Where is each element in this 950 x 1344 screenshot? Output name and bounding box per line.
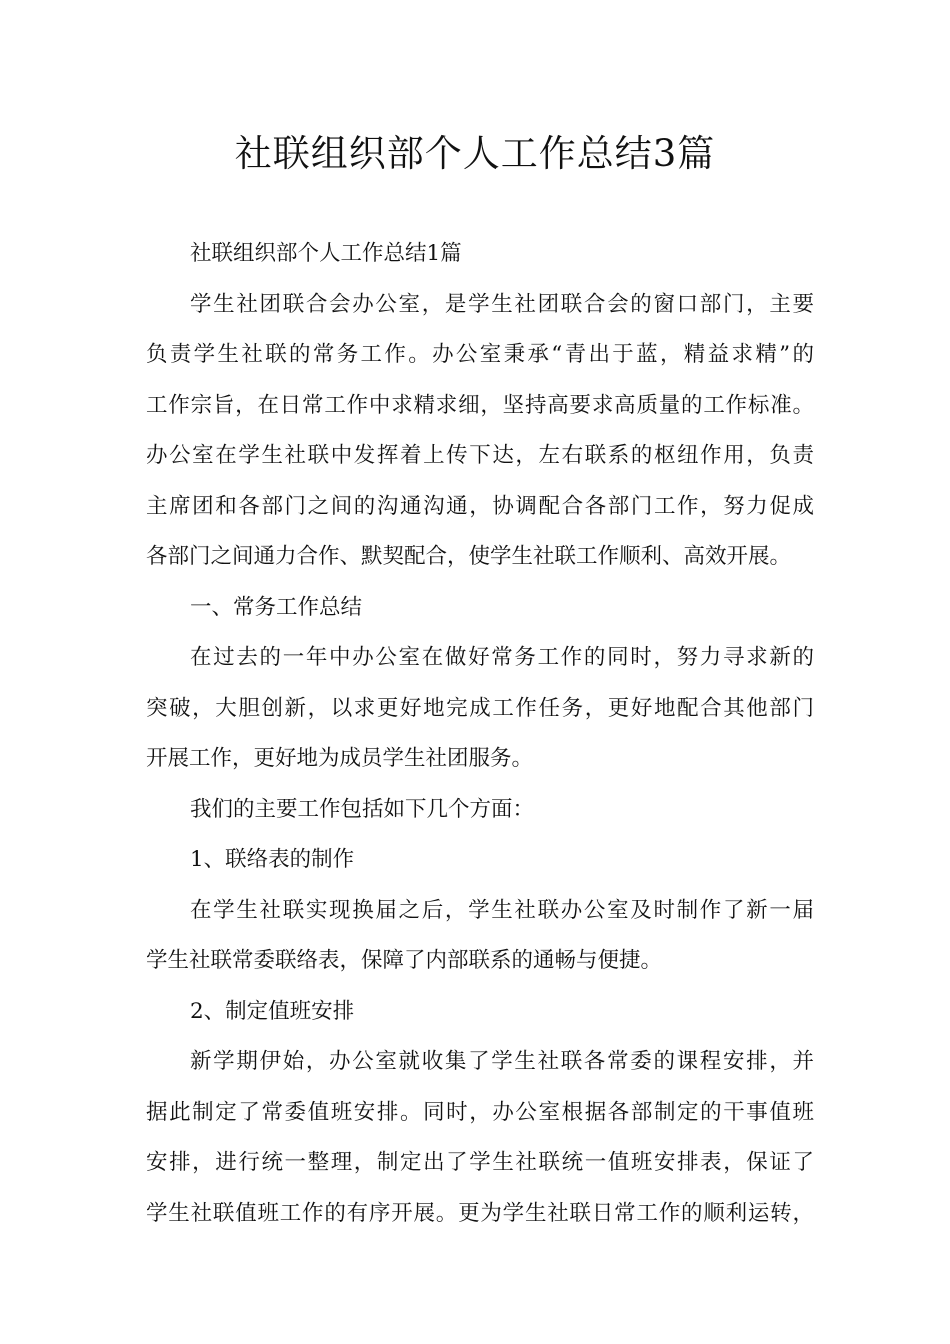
paragraph-line: 在过去的一年中办公室在做好常务工作的同时，努力寻求新的: [190, 645, 814, 670]
paragraph-line: 突破，大胆创新，以求更好地完成工作任务，更好地配合其他部门: [146, 695, 814, 721]
paragraph-line: 新学期伊始，办公室就收集了学生社联各常委的课程安排，并: [190, 1049, 814, 1074]
paragraph-line: 办公室在学生社联中发挥着上传下达，左右联系的枢纽作用，负责: [146, 443, 814, 468]
paragraph-line: 开展工作，更好地为成员学生社团服务。: [146, 746, 534, 771]
section-heading: 2、制定值班安排: [190, 998, 355, 1024]
paragraph-line: 我们的主要工作包括如下几个方面：: [190, 796, 535, 822]
section-heading: 1、联络表的制作: [190, 847, 355, 872]
paragraph-line: 学生社联常委联络表，保障了内部联系的通畅与便捷。: [146, 948, 663, 973]
document-body: [146, 229, 814, 1239]
section-heading: 一、常务工作总结: [190, 594, 363, 620]
paragraph-line: 安排，进行统一整理，制定出了学生社联统一值班安排表，保证了: [146, 1150, 814, 1175]
paragraph-line: 在学生社联实现换届之后，学生社联办公室及时制作了新一届: [190, 897, 814, 923]
paragraph-line: 主席团和各部门之间的沟通沟通，协调配合各部门工作，努力促成: [146, 493, 814, 519]
paragraph-line: 负责学生社联的常务工作。办公室秉承“青出于蓝，精益求精”的: [146, 342, 814, 367]
paragraph-line: 学生社团联合会办公室，是学生社团联合会的窗口部门，主要: [190, 291, 814, 317]
paragraph-line: 各部门之间通力合作、默契配合，使学生社联工作顺利、高效开展。: [146, 544, 792, 569]
paragraph-line: 据此制定了常委值班安排。同时，办公室根据各部制定的干事值班: [146, 1099, 814, 1125]
document-title: 社联组织部个人工作总结3篇: [234, 132, 716, 175]
paragraph-line: 学生社联值班工作的有序开展。更为学生社联日常工作的顺利运转，: [146, 1200, 814, 1226]
paragraph-line: 工作宗旨，在日常工作中求精求细，坚持高要求高质量的工作标准。: [146, 392, 814, 418]
section-heading: 社联组织部个人工作总结1篇: [190, 241, 462, 266]
